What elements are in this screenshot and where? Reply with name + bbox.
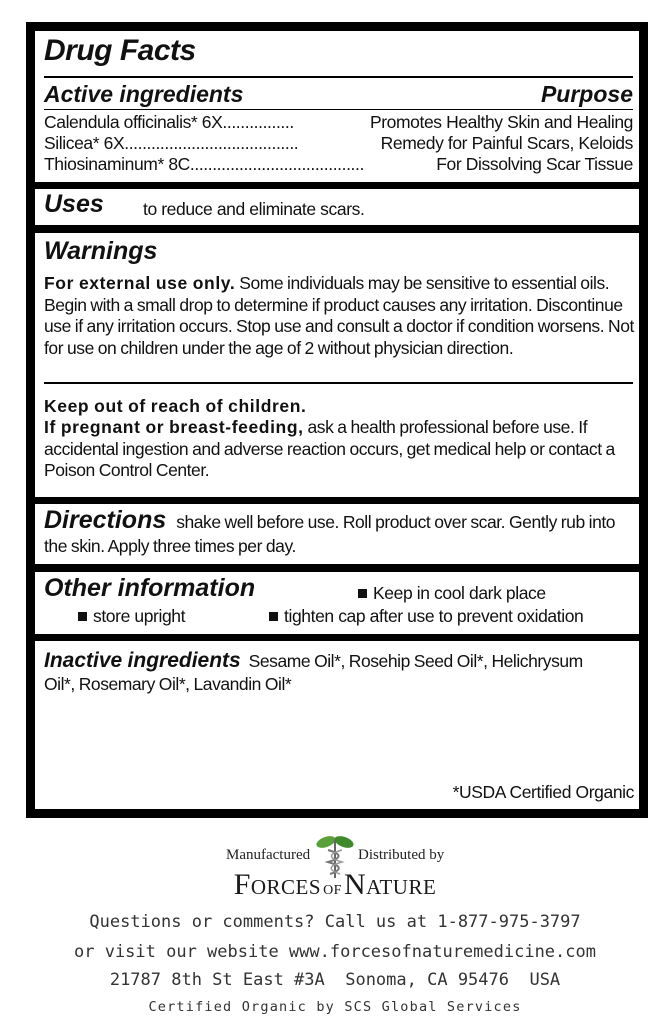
manufactured-label: Manufactured — [226, 847, 311, 863]
uses-text: to reduce and eliminate scars. — [143, 199, 365, 219]
drug-facts-panel — [35, 31, 639, 182]
active-ingredients-heading: Active ingredients — [44, 81, 244, 107]
ingredient-name: Silicea* 6X — [44, 133, 125, 153]
uses-panel — [35, 189, 639, 225]
usda-certified-note: *USDA Certified Organic — [452, 782, 634, 802]
ingredient-name: Thiosinaminum* 8C — [44, 154, 190, 174]
directions-heading: Directions — [44, 506, 167, 534]
warnings-divider — [44, 382, 633, 384]
certified-by-line: Certified Organic by SCS Global Services — [148, 999, 522, 1015]
other-info-text: store upright — [93, 606, 186, 626]
other-info-item — [269, 606, 583, 627]
drug-facts-title: Drug Facts — [44, 34, 196, 67]
brand-nature: Nature — [343, 868, 437, 901]
pregnancy-warning — [44, 417, 635, 482]
bullet-icon — [358, 589, 367, 598]
bullet-icon — [269, 612, 278, 621]
bullet-icon — [78, 612, 87, 621]
ingredient-leader: ................ — [222, 112, 294, 132]
directions-panel — [35, 504, 639, 564]
ingredient-leader: ....................................... — [124, 133, 299, 153]
pregnancy-label: If pregnant or breast-feeding, — [44, 417, 304, 437]
drug-facts-label — [26, 22, 648, 818]
inactive-heading: Inactive ingredients — [44, 649, 241, 672]
other-information-panel — [35, 572, 639, 634]
external-use-text: Some individuals may be sensitive to essential oils. Begin with a small drop to determine if product causes any irritation. Discontinue use if any irritation occurs. Stop use and consult a doctor if condition worsens. Not for use on children under the age of 2 without physician direction. — [44, 273, 634, 358]
ingredient-row — [44, 133, 633, 154]
brand-of: of — [323, 877, 342, 899]
inactive-block — [44, 649, 599, 696]
contact-line-phone: Questions or comments? Call us at 1-877-975-3797 — [89, 912, 581, 932]
purpose-heading: Purpose — [540, 81, 633, 107]
directions-text: shake well before use. Roll product over scar. Gently rub into the skin. Apply three times per day. — [44, 512, 616, 556]
ingredient-name: Calendula officinalis* 6X — [44, 112, 223, 132]
contact-line-website: or visit our website www.forcesofnaturemedicine.com — [74, 942, 596, 962]
inactive-text: Sesame Oil*, Rosehip Seed Oil*, Helichrysum Oil*, Rosemary Oil*, Lavandin Oil* — [44, 651, 583, 694]
inactive-ingredients-panel — [35, 641, 639, 809]
brand-block — [0, 832, 670, 902]
uses-heading: Uses — [44, 190, 104, 218]
address-line: 21787 8th St East #3A Sonoma, CA 95476 USA — [109, 970, 561, 990]
brand-forces: Forces — [233, 868, 322, 901]
external-use-label: For external use only. — [44, 273, 236, 293]
other-information-heading: Other information — [44, 574, 256, 602]
warnings-panel — [35, 233, 639, 497]
other-info-item — [78, 606, 185, 627]
ingredient-row — [44, 154, 633, 175]
pregnancy-text: ask a health professional before use. If accidental ingestion and adverse reaction occurs, get medical help or contact a Poison Control Center. — [44, 417, 615, 480]
ingredient-purpose: Promotes Healthy Skin and Healing — [369, 112, 633, 132]
brand-wordmark — [0, 868, 670, 902]
keep-out-of-reach: Keep out of reach of children. — [44, 396, 307, 416]
other-info-item — [358, 583, 546, 604]
title-divider — [44, 76, 633, 78]
other-info-text: tighten cap after use to prevent oxidation — [284, 606, 584, 626]
warnings-heading: Warnings — [44, 237, 158, 265]
external-use-warning — [44, 273, 635, 359]
ingredient-purpose: For Dissolving Scar Tissue — [436, 154, 633, 174]
ingredient-purpose: Remedy for Painful Scars, Keloids — [380, 133, 633, 153]
distributed-label: Distributed by — [358, 847, 445, 863]
directions-block — [44, 508, 635, 558]
ingredient-leader: ....................................... — [189, 154, 364, 174]
ingredient-row — [44, 112, 633, 133]
other-info-text: Keep in cool dark place — [373, 583, 546, 603]
ingredients-divider — [44, 109, 633, 110]
